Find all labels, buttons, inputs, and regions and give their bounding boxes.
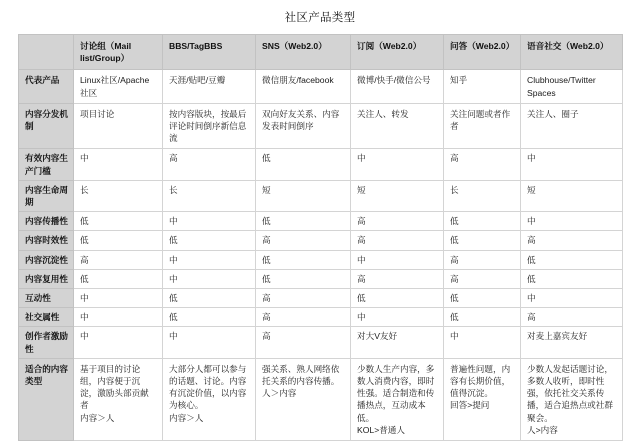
table-cell: 微博/快手/微信公号	[351, 70, 444, 103]
table-cell: 中	[163, 212, 256, 231]
row-header-label: 内容分发机制	[19, 103, 74, 149]
table-cell: 中	[163, 269, 256, 288]
table-cell: 短	[256, 180, 351, 211]
table-row	[19, 180, 623, 211]
table-cell-line: 大部分人都可以参与的话题、讨论。内容有沉淀价值，以内容为核心。	[169, 363, 247, 411]
table-cell: Clubhouse/Twitter Spaces	[521, 70, 623, 103]
row-header-label: 有效内容生产门槛	[19, 149, 74, 180]
column-header-qa: 问答（Web2.0）	[444, 35, 521, 70]
table-cell: 低	[444, 289, 521, 308]
table-row	[19, 327, 623, 358]
table-row	[19, 269, 623, 288]
row-header-label: 代表产品	[19, 70, 74, 103]
table-row	[19, 308, 623, 327]
table-cell: 中	[163, 327, 256, 358]
table-cell: 高	[256, 231, 351, 250]
table-row	[19, 358, 623, 440]
table-cell	[444, 358, 521, 440]
table-cell: 按内容版块，按最后评论时间倒序新信息流	[163, 103, 256, 149]
table-cell: 低	[74, 212, 163, 231]
table-cell	[163, 358, 256, 440]
table-cell: 低	[521, 250, 623, 269]
table-cell: 低	[256, 250, 351, 269]
table-cell: 中	[163, 250, 256, 269]
comparison-table-container	[18, 34, 622, 441]
table-corner-cell	[19, 35, 74, 70]
table-cell: 低	[351, 289, 444, 308]
table-cell: 中	[351, 149, 444, 180]
table-cell-line: 人＞内容	[262, 388, 297, 399]
table-cell: 项目讨论	[74, 103, 163, 149]
table-cell: 低	[444, 231, 521, 250]
table-row	[19, 289, 623, 308]
table-cell: 中	[74, 289, 163, 308]
table-cell: 中	[521, 149, 623, 180]
table-cell-line: 普遍性问题，内容有长期价值，值得沉淀。	[450, 363, 511, 399]
table-cell: 关注人、转发	[351, 103, 444, 149]
row-header-label: 内容复用性	[19, 269, 74, 288]
table-cell: 高	[444, 269, 521, 288]
table-cell: 低	[444, 308, 521, 327]
table-cell	[74, 358, 163, 440]
table-cell: 长	[444, 180, 521, 211]
table-row	[19, 250, 623, 269]
table-cell-line: 强关系、熟人网络依托关系的内容传播。	[262, 363, 340, 387]
table-cell: 高	[521, 308, 623, 327]
table-cell: 短	[521, 180, 623, 211]
table-cell: 高	[256, 289, 351, 308]
table-cell: 低	[256, 269, 351, 288]
table-cell: 高	[256, 327, 351, 358]
row-header-label: 创作者激励性	[19, 327, 74, 358]
table-body	[19, 70, 623, 441]
table-cell: 高	[351, 269, 444, 288]
table-cell: 低	[163, 231, 256, 250]
row-header-label: 社交属性	[19, 308, 74, 327]
table-row	[19, 231, 623, 250]
column-header-sns: SNS（Web2.0）	[256, 35, 351, 70]
table-cell: 对麦上嘉宾友好	[521, 327, 623, 358]
table-cell: 知乎	[444, 70, 521, 103]
table-cell: 对大V友好	[351, 327, 444, 358]
row-header-label: 互动性	[19, 289, 74, 308]
table-cell: 中	[351, 250, 444, 269]
table-cell-line: 回答>提问	[450, 400, 490, 411]
row-header-label: 适合的内容类型	[19, 358, 74, 440]
table-cell: 低	[74, 269, 163, 288]
table-row	[19, 103, 623, 149]
table-cell: 中	[521, 289, 623, 308]
table-cell: 短	[351, 180, 444, 211]
table-row	[19, 70, 623, 103]
table-header-row	[19, 35, 623, 70]
table-cell: 长	[74, 180, 163, 211]
table-cell-line: 少数人生产内容，多数人消费内容，即时性强。适合制造和传播热点，互动成本低。	[357, 363, 435, 423]
table-cell: 低	[256, 212, 351, 231]
table-cell: Linux社区/Apache社区	[74, 70, 163, 103]
table-cell: 双向好友关系、内容发表时间倒序	[256, 103, 351, 149]
table-cell: 中	[444, 327, 521, 358]
table-cell: 高	[256, 308, 351, 327]
table-cell	[521, 358, 623, 440]
table-cell-line: 内容＞人	[169, 412, 204, 423]
table-cell: 低	[256, 149, 351, 180]
table-cell: 高	[351, 231, 444, 250]
table-cell: 微信朋友/facebook	[256, 70, 351, 103]
table-cell	[351, 358, 444, 440]
table-cell: 中	[74, 149, 163, 180]
row-header-label: 内容沉淀性	[19, 250, 74, 269]
table-cell: 低	[163, 289, 256, 308]
table-cell: 中	[74, 308, 163, 327]
table-cell-line: 人>内容	[527, 424, 558, 435]
table-cell: 高	[74, 250, 163, 269]
table-header	[19, 35, 623, 70]
table-cell: 低	[521, 269, 623, 288]
table-cell-line: KOL>普通人	[357, 424, 405, 435]
table-row	[19, 212, 623, 231]
community-product-types-table	[18, 34, 623, 441]
table-cell: 关注人、圈子	[521, 103, 623, 149]
table-row	[19, 149, 623, 180]
table-cell-line: 少数人发起话题讨论，多数人收听，即时性强，依托社交关系传播，适合追热点或社群聚会。	[527, 363, 613, 423]
table-cell: 低	[444, 212, 521, 231]
table-cell: 中	[351, 308, 444, 327]
table-cell	[256, 358, 351, 440]
table-cell: 高	[351, 212, 444, 231]
table-cell: 高	[521, 231, 623, 250]
row-header-label: 内容时效性	[19, 231, 74, 250]
table-cell: 中	[74, 327, 163, 358]
table-cell: 低	[163, 308, 256, 327]
table-cell: 长	[163, 180, 256, 211]
row-header-label: 内容生命周期	[19, 180, 74, 211]
table-cell: 关注问题或者作者	[444, 103, 521, 149]
table-cell: 中	[521, 212, 623, 231]
table-cell-line: 基于项目的讨论组，内容便于沉淀，激励头部贡献者	[80, 363, 149, 411]
table-cell: 高	[444, 250, 521, 269]
row-header-label: 内容传播性	[19, 212, 74, 231]
table-cell: 低	[74, 231, 163, 250]
column-header-discussion-group: 讨论组（Mail list/Group）	[74, 35, 163, 70]
column-header-bbs: BBS/TagBBS	[163, 35, 256, 70]
table-cell: 高	[163, 149, 256, 180]
table-cell: 天涯/贴吧/豆瓣	[163, 70, 256, 103]
table-cell-line: 内容＞人	[80, 412, 115, 423]
page-title: 社区产品类型	[284, 12, 356, 24]
column-header-voice-social: 语音社交（Web2.0）	[521, 35, 623, 70]
table-cell: 高	[444, 149, 521, 180]
column-header-subscription: 订阅（Web2.0）	[351, 35, 444, 70]
